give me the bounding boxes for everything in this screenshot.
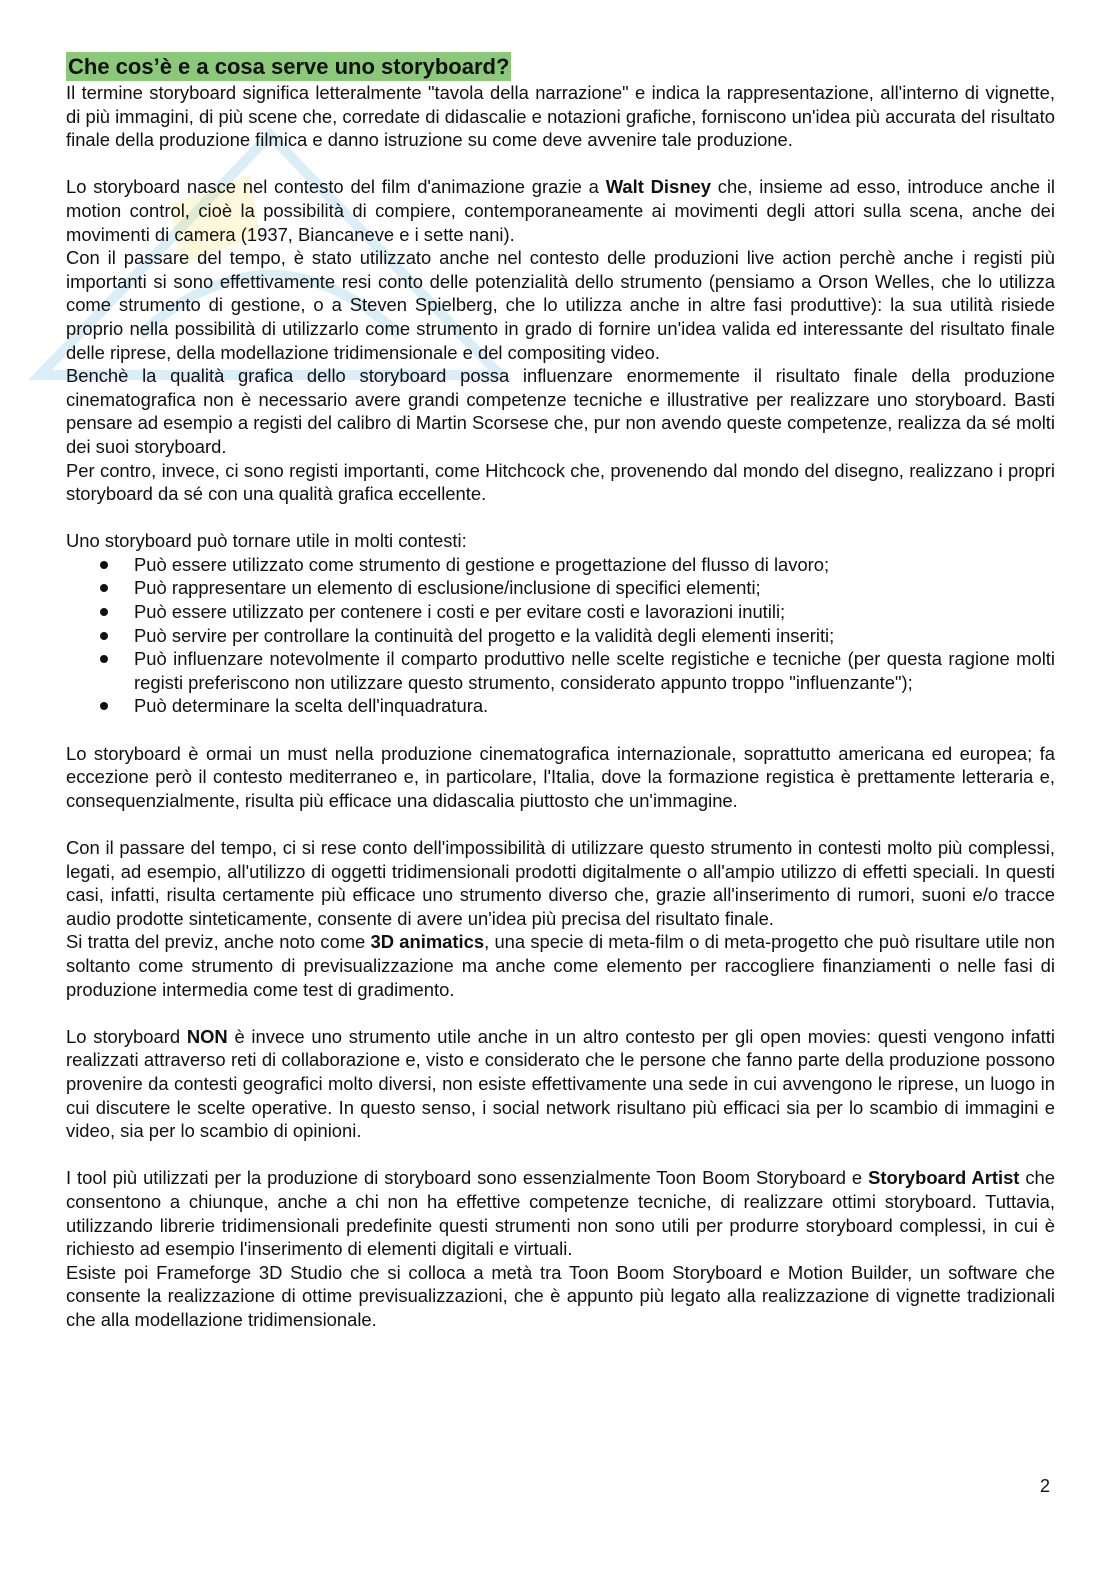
bullet-icon <box>100 584 108 592</box>
paragraph-tools: I tool più utilizzati per la produzione di storyboard sono essenzialmente Toon Boom Storyboard e Storyboard Artist che consentono a chiunque, anche a chi non ha effettive competenze tecniche, di realizzare ottimi storyboard. Tuttavia, utilizzando librerie tridimensionali predefinite questi strumenti non sono utili per produrre storyboard complessi, in cui è richiesto ad esempio l'inserimento di elementi digitali e virtuali. <box>66 1167 1056 1260</box>
paragraph-complex-contexts: Con il passare del tempo, ci si rese conto dell'impossibilità di utilizzare questo strumento in contesti molto più complessi, legati, ad esempio, all'utilizzo di oggetti tridimensionali prodotti digitalmente o all'ampio utilizzo di effetti speciali. In questi casi, infatti, risulta certamente più efficace uno strumento diverso che, grazie all'inserimento di rumori, suoni e/o tracce audio prodotte sinteticamente, consente di avere un'idea più precisa del risultato finale. <box>66 837 1055 929</box>
paragraph-live-action: Con il passare del tempo, è stato utilizzato anche nel contesto delle produzioni live action perchè anche i registi più importanti si sono effettivamente resi conto delle potenzialità dello strumento (pensiamo a Orson Welles, che lo utilizza come strumento di gestione, o a Steven Spielberg, che lo utilizza anche in altre fasi produttive): la sua utilità risiede proprio nella possibilità di utilizzarlo come strumento in grado di fornire un'idea valida ed interessante del risultato finale delle riprese, della modellazione tridimensionale e del compositing video. <box>66 247 1055 363</box>
paragraph-graphic-quality: Benchè la qualità grafica dello storyboard possa influenzare enormemente il risultato finale della produzione cinematografica non è necessario avere grandi competenze tecniche e illustrative per realizzare uno storyboard. Basti pensare ad esempio a registi del calibro di Martin Scorsese che, pur non avendo queste competenze, realizza da sé molti dei suoi storyboard. <box>66 365 1055 457</box>
bullet-icon <box>100 561 108 569</box>
bullet-icon <box>100 632 108 640</box>
bullet-icon <box>100 702 108 710</box>
page-number: 2 <box>1040 1476 1051 1496</box>
page-title: Che cos’è e a cosa serve uno storyboard? <box>68 54 510 79</box>
document-page <box>66 52 1055 1331</box>
list-item: Può essere utilizzato come strumento di gestione e progettazione del flusso di lavoro; <box>66 553 1055 577</box>
list-item: Può determinare la scelta dell'inquadratura. <box>66 694 1055 718</box>
paragraph-hitchcock: Per contro, invece, ci sono registi importanti, come Hitchcock che, provenendo dal mondo del disegno, realizzano i propri storyboard da sé con una qualità grafica eccellente. <box>66 459 1055 505</box>
paragraph-open-movies: Lo storyboard NON è invece uno strumento utile anche in un altro contesto per gli open movies: questi vengono infatti realizzati attraverso reti di collaborazione e, visto e considerato che le persone che fanno parte della produzione possono provenire da contesti geografici molto diversi, non esiste effettivamente una sede in cui avvengono le riprese, un luogo in cui discutere le scelte operative. In questo senso, i social network risultano più efficaci sia per lo scambio di immagini e video, sia per lo scambio di opinioni. <box>66 1025 1055 1142</box>
paragraph-origin: Lo storyboard nasce nel contesto del film d'animazione grazie a Walt Disney che, insieme ad esso, introduce anche il motion control, cioè la possibilità di compiere, contemporaneamente ai movimenti degli attori sulla scena, anche dei movimenti di camera (1937, Biancaneve e i sette nani). <box>66 176 1055 245</box>
paragraph-previz: Si tratta del previz, anche noto come 3D animatics, una specie di meta-film o di meta-progetto che può risultare utile non soltanto come strumento di previsualizzazione ma anche come elemento per raccogliere finanziamenti o nelle fasi di produzione intermedia come test di gradimento. <box>66 931 1055 1000</box>
bullet-icon <box>100 608 108 616</box>
paragraph-frameforge: Esiste poi Frameforge 3D Studio che si colloca a metà tra Toon Boom Storyboard e Motion Builder, un software che consente la realizzazione di ottime previsualizzazioni, che è appunto più legato alla realizzazione di vignette tradizionali che alla modellazione tridimensionale. <box>66 1261 1055 1330</box>
paragraph-definition: Il termine storyboard significa letteralmente "tavola della narrazione" e indica la rappresentazione, all'interno di vignette, di più immagini, di più scene che, corredate di didascalie e notazioni grafiche, forniscono un'idea più accurata del risultato finale della produzione filmica e danno istruzione su come deve avvenire tale produzione. <box>66 82 1055 151</box>
list-item: Può rappresentare un elemento di esclusione/inclusione di specifici elementi; <box>66 576 1055 600</box>
bold-non: NON <box>186 1025 228 1047</box>
list-intro: Uno storyboard può tornare utile in molti contesti: <box>66 530 467 552</box>
bold-storyboard-artist: Storyboard Artist <box>868 1167 1020 1189</box>
list-item: Può influenzare notevolmente il comparto produttivo nelle scelte registiche e tecniche (per questa ragione molti registi preferiscono non utilizzare questo strumento, considerato appunto troppo "influenzante"); <box>66 647 1055 694</box>
paragraph-international: Lo storyboard è ormai un must nella produzione cinematografica internazionale, soprattutto americana ed europea; fa eccezione però il contesto mediterraneo e, in particolare, l'Italia, dove la formazione registica è prettamente letteraria e, consequenzialmente, risulta più efficace una didascalia piuttosto che un'immagine. <box>66 742 1055 811</box>
uses-list <box>66 553 1055 718</box>
bullet-icon <box>100 655 108 663</box>
bold-3d-animatics: 3D animatics <box>370 931 485 953</box>
list-item: Può essere utilizzato per contenere i costi e per evitare costi e lavorazioni inutili; <box>66 600 1055 624</box>
list-item: Può servire per controllare la continuità del progetto e la validità degli elementi inseriti; <box>66 624 1055 648</box>
bold-walt-disney: Walt Disney <box>605 176 711 198</box>
